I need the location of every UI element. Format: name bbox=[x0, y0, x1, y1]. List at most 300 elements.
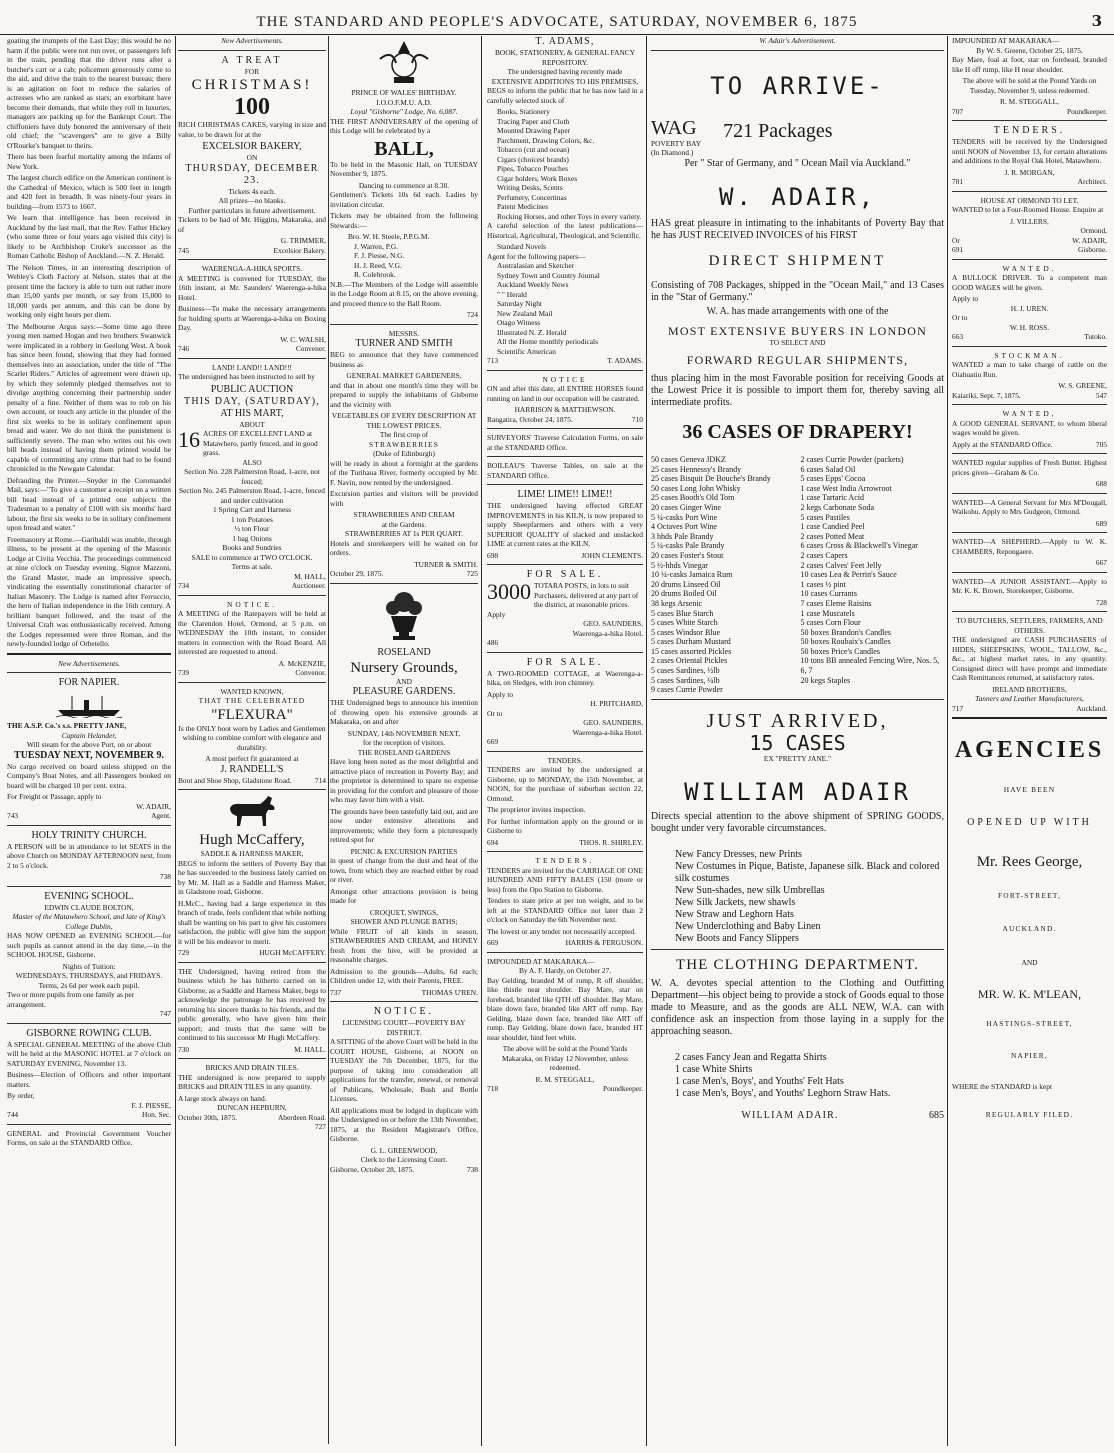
ad-body: TENDERS are invited by the undersigned at Gisborne, up to MONDAY, the 15th November, at NOON, for the purchase of suburban section 22, Ormond. bbox=[487, 765, 643, 803]
article-paragraph: The Nelson Times, in an interesting description of Webley's Cloth Factory at Nelson, states that at the present time the factory is able to turn out rather more than 15,00 yards per month, or say from 15,000 to 18,000 yards per annum, and this can be done by working only eight hours per diem. bbox=[7, 262, 171, 319]
ad-number: 688 bbox=[1095, 479, 1107, 488]
list-item: 25 cases Bisquit De Bouche's Brandy bbox=[651, 474, 771, 484]
ad-body: will be ready in about a fortnight at the gardens of the Turihaua River, formerly occupied by Mr. F. Navin, now rented by the undersigned. bbox=[330, 458, 478, 487]
ad-body: NAPIER, bbox=[1011, 1050, 1048, 1060]
divider bbox=[330, 583, 478, 584]
ad-body: Dancing to commence at 8.30. bbox=[358, 180, 450, 190]
ad-heading: PRINCE OF WALES' BIRTHDAY. bbox=[351, 88, 457, 97]
list-item: 5 ½-hhds Vinegar bbox=[651, 560, 708, 570]
signature: GEO. SAUNDERS, bbox=[583, 718, 643, 727]
ad-number: 685 bbox=[929, 1110, 944, 1122]
ad-number: 737 bbox=[330, 987, 342, 997]
signature: HARRISON & MATTHEWSON. bbox=[514, 405, 616, 414]
ad-body: Admission to the grounds—Adults, 6d each; Children under 12, with their Parents, FREE. bbox=[330, 966, 478, 985]
ad-body: BEGS to inform the settlers of Poverty Bay that he has succeeded to the business lately carried on by Mr. M. Hall as a Saddle and Harness Maker, in Gladstone road, Gisborne. bbox=[178, 858, 326, 896]
list-item: 10 cases Currants bbox=[800, 589, 857, 599]
ad-number: 725 bbox=[466, 569, 478, 578]
ad-body: Tickets may be obtained from the following Stewards:— bbox=[330, 211, 478, 230]
signature: W. ADAIR, bbox=[1072, 235, 1107, 245]
ad-heading: TO ARRIVE- bbox=[710, 71, 885, 100]
section-heading: New Advertisements. bbox=[58, 658, 120, 668]
signature-role: Tanners and Leather Manufacturers, bbox=[975, 694, 1084, 703]
list-item: 5 cases White Starch bbox=[651, 618, 718, 628]
ad-heading: WANTED KNOWN, bbox=[220, 686, 284, 696]
ad-body: WANTED regular supplies of Fresh Butter. Highest prices given—Graham & Co. bbox=[952, 458, 1107, 477]
ad-heading: CHRISTMAS! bbox=[191, 77, 313, 93]
ad-body: Will steam for the above Port, on or about bbox=[26, 740, 152, 749]
ad-body: in quest of change from the dust and heat of the town, from which they are reached either by road or river. bbox=[330, 856, 478, 884]
column-2 bbox=[178, 36, 480, 1444]
ad-body: Section No. 228 Palmerston Road, 1-acre, not fenced; bbox=[184, 467, 320, 486]
signature: HARRIS & FERGUSON. bbox=[565, 938, 643, 947]
list-item: Sydney Town and Country Journal bbox=[497, 270, 600, 280]
divider bbox=[952, 717, 1107, 719]
ad-body: Directs special attention to the above shipment of SPRING GOODS, bought under very favorable circumstances. bbox=[651, 811, 944, 835]
ad-number: 669 bbox=[487, 737, 499, 746]
ad-body: THE undersigned having effected GREAT IMPROVEMENTS in his KILN, is now prepared to supply Sheepfarmers and others with a very SUPERIOR QUALITY of slacked and unslacked LIME at current rates at the KILN. bbox=[487, 501, 643, 548]
list-item: 10 tons BB annealed Fencing Wire, Nos. 5, 6, 7 bbox=[800, 656, 940, 676]
list-item: New Boots and Fancy Slippers bbox=[675, 933, 799, 945]
clothing-list bbox=[651, 1052, 944, 1100]
column-2b bbox=[330, 36, 478, 1444]
ad-number: 705 bbox=[1095, 439, 1107, 449]
list-item: 5 cases Durham Mustard bbox=[651, 637, 731, 647]
list-item: Perfumery, Concertinas bbox=[497, 192, 567, 202]
ad-body: WHERE the STANDARD is kept bbox=[952, 1082, 1052, 1091]
ad-body: THE undersigned are CASH PURCHASERS of HIDES, SHEEPSKINS, WOOL, TALLOW, &c., &c., at highest market rates, in any quantity. Consigned direct will have prompt and immediate Cash Remittances returned, at satisfactory rates. bbox=[952, 635, 1107, 682]
ad-heading: DIRECT SHIPMENT bbox=[708, 252, 887, 269]
divider bbox=[952, 611, 1107, 612]
divider bbox=[7, 672, 171, 673]
column-rule bbox=[175, 36, 176, 1446]
list-item: Writing Desks, Scents bbox=[497, 183, 563, 192]
divider bbox=[7, 653, 171, 655]
ad-body: THE undersigned is now prepared to supply BRICKS and DRAIN TILES in any quantity. bbox=[178, 1072, 326, 1091]
list-item: 7 cases Eleme Raisins bbox=[800, 598, 872, 608]
ad-body: W. A. devotes special attention to the Clothing and Outfitting Department—his object being to provide a stock of Goods equal to those made to Measure, and as the goods are ALL NEW, W.A. can with confidence ask an inspection from those laying in a supply for the approaching season. bbox=[651, 978, 944, 1038]
ad-body: BEGS to inform the public that he has now laid in a carefully selected stock of bbox=[487, 86, 643, 105]
list-item: 15 cases assorted Pickles bbox=[651, 646, 732, 656]
ad-body: 1 ton Potatoes bbox=[231, 514, 273, 524]
list-item: Cigar holders, Work Boxes bbox=[497, 173, 578, 183]
page-number: 3 bbox=[1091, 12, 1102, 30]
ad-number: 710 bbox=[631, 414, 643, 424]
list-item: Illustrated N. Z. Herald bbox=[497, 327, 567, 337]
ad-date: Rangatira, October 24, 1875. bbox=[487, 414, 573, 424]
divider bbox=[651, 949, 944, 950]
signature: T. ADAMS. bbox=[607, 356, 643, 365]
ad-subheading: THIS DAY, (SATURDAY), bbox=[184, 395, 320, 407]
ad-body: Standard Novels bbox=[497, 242, 547, 251]
ad-number: 717 bbox=[952, 703, 964, 713]
ad-body: Nights of Tuition: bbox=[62, 961, 116, 971]
list-item: New Straw and Leghorn Hats bbox=[675, 909, 794, 921]
ad-body: Waerenga-a-hika Hotel. bbox=[572, 727, 643, 737]
ad-body: Books and Sundries bbox=[222, 543, 282, 552]
ad-subheading: VEGETABLES OF EVERY DESCRIPTION AT THE LOWEST PRICES. bbox=[331, 411, 477, 430]
ad-heading: THE CLOTHING DEPARTMENT. bbox=[675, 957, 920, 974]
ad-body: and that in about one month's time they will be prepared to supply the inhabitants of Gisborne and the vicinity with bbox=[330, 380, 478, 409]
ad-number: 663 bbox=[952, 332, 964, 341]
ad-number: 547 bbox=[1095, 390, 1107, 400]
list-item: 2 cases Oriental Pickles bbox=[651, 656, 728, 666]
goods-list-left bbox=[651, 455, 795, 695]
ad-body: Excursion parties and visitors will be provided with bbox=[330, 489, 478, 508]
ad-date: October 29, 1875. bbox=[330, 569, 384, 578]
ad-body: TENDERS will be received by the Undersigned until NOON of November 13, for certain alterations and additions to the Royal Oak Hotel, Matawhero. bbox=[952, 137, 1107, 165]
ad-body: AND bbox=[1021, 957, 1038, 967]
column-5 bbox=[949, 36, 1110, 1444]
ad-body: Apply to bbox=[952, 294, 979, 303]
flower-urn-icon bbox=[379, 588, 429, 644]
ad-body: HAS great pleasure in intimating to the inhabitants of Poverty Bay that he has JUST RECEIVED INVOICES of his FIRST bbox=[651, 217, 944, 241]
list-item: Tracing Paper and Cloth bbox=[497, 116, 570, 126]
signature: W. C. WALSH, bbox=[280, 334, 326, 344]
ad-number: 747 bbox=[159, 1009, 171, 1018]
ad-heading: MR. W. K. M'LEAN, bbox=[977, 987, 1082, 1001]
signature: JOHN CLEMENTS. bbox=[581, 550, 643, 560]
ad-body: HAVE BEEN bbox=[1003, 785, 1056, 794]
signature: J. R. MORGAN, bbox=[1004, 167, 1055, 177]
ad-body: AUCKLAND. bbox=[1002, 924, 1057, 933]
steward-name: R. Colebrook. bbox=[354, 270, 396, 279]
ad-subheading: SUNDAY, 14th NOVEMBER NEXT, bbox=[347, 728, 461, 738]
captain-name: Captain Helander, bbox=[61, 730, 117, 740]
ad-number: 734 bbox=[178, 581, 190, 590]
section-heading: New Advertisements. bbox=[221, 36, 283, 45]
list-item: 1 case Men's, Boys', and Youths' Leghorn Straw Hats. bbox=[675, 1088, 891, 1100]
ad-subheading: PICNIC & EXCURSION PARTIES bbox=[350, 846, 458, 856]
list-item: 1 case West India Arrowroot bbox=[800, 483, 892, 493]
spring-goods-list bbox=[651, 849, 944, 945]
ad-body: Gentlemen's Tickets 10s 6d each. Ladies by invitation circular. bbox=[330, 190, 478, 209]
ad-body: THE Undersigned, having retired from the business which he has hitherto carried on in Gisborne, as a Saddle and Harness Maker, begs to acknowledge the patronage he has received by returning his sincere thanks to his friends, and the public generally, who have given him their support; and trusts that the same will be continued to his successor Mr Hugh McCaffery. bbox=[178, 966, 326, 1042]
shipping-mark: WAG bbox=[651, 116, 697, 139]
ad-heading: EVENING SCHOOL. bbox=[44, 890, 134, 902]
list-item: 50 cases Geneva JDKZ bbox=[651, 455, 726, 464]
steward-name: Bro. W. H. Steele, P.P.G.M. bbox=[348, 232, 430, 241]
signature: J. VILLERS, bbox=[1010, 216, 1049, 226]
signature: H. PRITCHARD, bbox=[590, 699, 643, 708]
ad-body: WANTED—A JUNIOR ASSISTANT.—Apply to Mr. K. K. Brown, Storekeeper, Gisborne. bbox=[952, 576, 1107, 595]
list-item: 2 cases Fancy Jean and Regatta Shirts bbox=[675, 1052, 827, 1064]
list-item: 20 drums Boiled Oil bbox=[651, 589, 717, 599]
ad-number: 689 bbox=[1095, 518, 1107, 528]
ad-body: WANTED a man to take charge of cattle on the Oiahuatiu Run. bbox=[952, 360, 1107, 379]
ad-body: SURVEYORS' Traverse Calculation Forms, on sale at the STANDARD Office. bbox=[487, 433, 643, 452]
ad-subheading: I.O.O.F.M.U. A.D. bbox=[376, 97, 432, 107]
ad-body: The first crop of bbox=[379, 430, 429, 439]
ad-body: REGULARLY FILED. bbox=[985, 1109, 1074, 1119]
ad-body: ALSO bbox=[242, 457, 262, 467]
list-item: Mounted Drawing Paper bbox=[497, 126, 571, 135]
divider bbox=[651, 50, 944, 51]
ad-number: 738 bbox=[159, 872, 171, 881]
divider bbox=[952, 120, 1107, 121]
ad-number: 743 bbox=[7, 811, 19, 820]
ad-body: THE A.S.P. Co.'s s.s. PRETTY JANE, bbox=[7, 721, 127, 730]
ad-body: Or bbox=[952, 235, 960, 245]
article-paragraph: The Melbourne Argus says:—Some time ago three young men named Hogan and two brothers Swanwick were implicated in a robbery in Geelong West. A book has since been found, showing that they had formed themselves into an association, under the title of "The Scarlet Riders." Articles of agreement were drawn up, by which they solemnly pledged themselves not to divulge anything concerning their partnership under penalty of a fine. Neither of them was to rob on his own account, or touch any article in the plunder of the first six weeks to be in solitary confinement upon bread and water. We do not think the punishment is sufficiently severe. The man who writes out his own bill heads instead of having them printed would be capable of committing any crime that had to be found chronicled in the Newgate Calendar. bbox=[7, 321, 171, 473]
goods-list-right bbox=[801, 455, 945, 685]
ad-body: Amongst other attractions provision is being made for bbox=[330, 886, 478, 905]
ad-subheading: LICENSING COURT—POVERTY BAY DISTRICT. bbox=[342, 1018, 466, 1037]
list-item: 10 ¼-casks Jamaica Rum bbox=[651, 570, 733, 580]
ad-body: A BULLOCK DRIVER. To a competent man GOOD WAGES will be given. bbox=[952, 273, 1107, 292]
ad-subheading: THURSDAY, DECEMBER 23. bbox=[185, 162, 319, 186]
ad-body: Business—To make the necessary arrangements for holding sports at Waerenga-a-hika on Boxing Day. bbox=[178, 304, 326, 332]
ad-body: Master of the Matawhero School, and late of King's College Dublin, bbox=[12, 912, 166, 931]
ad-body: THE FIRST ANNIVERSARY of the opening of this Lodge will be celebrated by a bbox=[330, 116, 478, 135]
ad-heading: 721 Packages bbox=[723, 119, 833, 142]
ad-body: HASTINGS-STREET, bbox=[986, 1019, 1073, 1028]
ad-body: A TWO-ROOMED COTTAGE, at Waerenga-a-hika, on Sledges, with iron chimney. bbox=[487, 668, 643, 687]
signature-role: Poundkeeper. bbox=[1066, 106, 1107, 116]
ad-subheading: J. RANDELL'S bbox=[220, 763, 284, 775]
ad-body: Consisting of 708 Packages, shipped in the "Ocean Mail," and 13 Cases in the "Star of Germany." bbox=[651, 279, 944, 303]
ad-subheading: AT HIS MART, bbox=[220, 407, 284, 419]
ad-body: All applications must be lodged in duplicate with the Undersigned on or before the 13th November, 1875, at the Resident Magistrate's Office, Gisborne. bbox=[330, 1105, 478, 1143]
ad-subheading: EDWIN CLAUDE BOLTON, bbox=[44, 902, 134, 912]
ad-heading: TENDERS. bbox=[547, 755, 583, 765]
list-item: 1 case Muscatels bbox=[800, 608, 855, 618]
section-heading: W. Adair's Advertisement. bbox=[759, 36, 836, 45]
ad-body: Have long been noted as the most delightful and attractive place of recreation in Poverty Bay; and the proprietor is determined to spare no expense in providing for the comfort and pleasure of those who may favor him with a visit. bbox=[330, 757, 478, 804]
signature: R. M. STEGGALL, bbox=[1000, 97, 1059, 106]
ad-heading: W. ADAIR, bbox=[718, 182, 877, 211]
divider bbox=[487, 456, 643, 457]
divider bbox=[487, 851, 643, 852]
ad-subheading: EXCELSIOR BAKERY, bbox=[202, 141, 302, 152]
ad-body: By order, bbox=[7, 1091, 35, 1100]
ad-number: 739 bbox=[178, 668, 190, 677]
signature: F. J. PIESSE, bbox=[131, 1100, 171, 1110]
ad-body: ABOUT bbox=[239, 419, 265, 429]
ad-heading: Mr. Rees George, bbox=[976, 853, 1083, 870]
ad-number: 738 bbox=[466, 1164, 478, 1174]
ad-number: 698 bbox=[487, 550, 499, 560]
ad-number: 707 bbox=[952, 106, 964, 116]
list-item: 2 cases Potted Meat bbox=[800, 531, 865, 541]
divider bbox=[178, 1058, 326, 1059]
ad-heading: TENDERS. bbox=[993, 125, 1066, 136]
ad-heading: Hugh McCaffery, bbox=[199, 832, 305, 848]
ad-number: 724 bbox=[466, 310, 478, 319]
ad-body: FORT-STREET, bbox=[997, 890, 1062, 900]
posts-number: 3000 bbox=[487, 579, 531, 604]
ad-subheading: SHOWER AND PLUNGE BATHS; bbox=[350, 917, 458, 926]
ad-number: 781 bbox=[952, 177, 964, 186]
divider bbox=[487, 751, 643, 752]
ad-body: for the reception of visitors. bbox=[362, 738, 446, 747]
ad-body: Terms at sale. bbox=[231, 562, 273, 571]
ad-subheading: THE ROSELAND GARDENS bbox=[357, 747, 451, 757]
divider bbox=[952, 259, 1107, 260]
ad-body: (In Diamond.) bbox=[651, 148, 694, 157]
ad-body: POVERTY BAY bbox=[651, 138, 702, 148]
ad-body: thus placing him in the most Favorable position for receiving Goods at the Lowest Price it is possible to import them for, thereby saving all intermediate profits. bbox=[651, 373, 944, 408]
signature: THOMAS U'REN. bbox=[421, 987, 478, 997]
list-item: 50 boxes Roubaix's Candles bbox=[800, 637, 891, 647]
ad-body: For further information apply on the ground or in Gisborne to bbox=[487, 816, 643, 835]
ad-heading: BALL, bbox=[374, 137, 434, 160]
divider bbox=[330, 1001, 478, 1002]
article-paragraph: Freemasonry at Rome.—Garibaldi was unable, through illness, to be present at the opening of the Masonic Lodge at Civita Vecchia. The proceedings commenced at nine o'clock on Tuesday evening. Signor Mazzoni, the Grand Master, made an impressive speech, vindicating the essentially constitutional character of Italian Masonry. The Lodge is named after Ferruccio, the hero of Italian independence in the 16th century. A brilliant banquet followed, and the toast of the Universal Craft was enthusiastically received. Among the Lodges represented were three Roman, and the newly-founded lodge of Orbetello. bbox=[7, 534, 171, 648]
ad-heading: FOR bbox=[244, 66, 260, 76]
ad-body: AND bbox=[395, 676, 412, 686]
list-item: New Silk Jackets, new shawls bbox=[675, 897, 796, 909]
signature: W. ADAIR, bbox=[136, 801, 171, 811]
ad-heading: MESSRS. bbox=[388, 328, 420, 338]
ad-subheading: GENERAL MARKET GARDENERS, bbox=[346, 371, 462, 380]
divider bbox=[178, 682, 326, 683]
ad-body: Apply at the STANDARD Office. bbox=[952, 439, 1053, 449]
article-paragraph: There has been fearful mortality among the infants of New York. bbox=[7, 152, 171, 171]
ad-body: By A. F. Hardy, on October 27. bbox=[518, 966, 612, 975]
list-item: 5 cases Sardines, ¼lb bbox=[651, 675, 720, 685]
divider bbox=[487, 484, 643, 485]
ad-subheading: STRAWBERRIES AT 1s PER QUART. bbox=[345, 529, 463, 538]
ad-body: To be held in the Masonic Hall, on TUESDAY November 9, 1875. bbox=[330, 159, 478, 178]
ad-number: 727 bbox=[314, 1122, 326, 1131]
ad-subheading: EX "PRETTY JANE." bbox=[763, 753, 832, 763]
divider bbox=[952, 346, 1107, 347]
ad-body: Tickets 4s each. bbox=[228, 186, 276, 196]
ad-subheading: FORWARD REGULAR SHIPMENTS, bbox=[686, 353, 909, 367]
ad-body: A SPECIAL GENERAL MEETING of the above Club will be held at the MASONIC HOTEL at 7 o'clock on SATURDAY EVENING, November 13. bbox=[7, 1039, 171, 1068]
signature-role: Convenor. bbox=[295, 668, 326, 677]
ad-body: A MEETING is convened for TUESDAY, the 16th instant, at Mr. Saunders' Waerenga-a-hika Hotel. bbox=[178, 273, 326, 302]
list-item: 9 cases Currie Powder bbox=[651, 685, 723, 695]
ad-body: Boot and Shoe Shop, Gladstone Road. bbox=[178, 775, 292, 785]
list-item: 25 cases Hennessy's Brandy bbox=[651, 464, 742, 474]
ad-body: For Freight or Passage, apply to bbox=[7, 792, 102, 801]
ad-body: The lowest or any tender not necessarily accepted. bbox=[487, 926, 636, 936]
ad-subheading: MOST EXTENSIVE BUYERS IN LONDON bbox=[668, 323, 927, 338]
list-item: 5 cases Sardines, ½lb bbox=[651, 666, 720, 676]
steward-name: H. J. Reed, V.G. bbox=[354, 260, 402, 270]
article-paragraph: We learn that intelligence has been received in Auckland by the last mail, that the Rev. Father Hickey (who some three or four years ago visited this city) is likely to be Archbishop Croke's successor as the Roman Catholic Bishop of Auckland.—N. Z. Herald. bbox=[7, 213, 171, 260]
steamship-icon bbox=[54, 692, 124, 718]
ad-body: Or to bbox=[487, 708, 503, 718]
ad-heading: WAERENGA-A-HIKA SPORTS. bbox=[201, 264, 303, 273]
ad-number: 729 bbox=[178, 948, 190, 957]
ad-date: Kaiariki, Sept. 7, 1875. bbox=[952, 390, 1021, 400]
signature-role: Hon. Sec. bbox=[142, 1110, 171, 1119]
ad-number: 728 bbox=[1095, 597, 1107, 607]
ad-body: The above will be sold at the Pound Yards on Tuesday, November 9, unless redeemed. bbox=[962, 76, 1097, 95]
acres-number: 16 bbox=[178, 427, 200, 452]
ad-heading: NOTICE. bbox=[227, 599, 277, 609]
ad-body: A most perfect fit guaranteed at bbox=[205, 754, 299, 763]
list-item: 5 cases Epps' Cocoa bbox=[800, 474, 866, 484]
ad-body: Tutoko. bbox=[1084, 332, 1107, 341]
list-item: 6 cases Salad Oil bbox=[800, 464, 856, 474]
signature: M. HALL, bbox=[294, 571, 326, 581]
column-2a bbox=[178, 36, 326, 1444]
ad-subheading: Loyal "Gisborne" Lodge, No. 6,087. bbox=[350, 107, 458, 116]
list-item: 6 cases Cross & Blackwell's Vinegar bbox=[800, 541, 918, 551]
ad-body: Terms, 2s 6d per week each pupil. bbox=[38, 980, 140, 990]
ad-subheading: PUBLIC AUCTION bbox=[210, 383, 294, 395]
column-rule bbox=[481, 36, 482, 1446]
ad-heading: Nursery Grounds, bbox=[350, 659, 458, 676]
steward-name: J. Warren, P.G. bbox=[354, 241, 399, 251]
list-item: Scientific American bbox=[497, 346, 556, 356]
ad-heading: LIME! LIME!! LIME!! bbox=[517, 489, 613, 500]
ad-heading: T. ADAMS, bbox=[535, 36, 595, 47]
signature: IRELAND BROTHERS, bbox=[992, 684, 1067, 694]
signature: TURNER & SMITH. bbox=[414, 559, 478, 569]
list-item: 38 kegs Arsenic bbox=[651, 598, 703, 608]
list-item: Auckland Weekly News bbox=[497, 280, 569, 289]
ad-body: Gisborne. bbox=[1078, 245, 1107, 254]
ad-body: H.McC., having had a large experience in this branch of trade, feels confident that while nothing shall be wanting on his part to give his customers satisfaction, the public will give him the support it will be his endeavor to merit. bbox=[178, 898, 326, 946]
ad-subheading: BOOK, STATIONERY, & GENERAL FANCY REPOSITORY. bbox=[494, 48, 636, 67]
list-item: 1 case Men's, Boys', and Youths' Felt Hats bbox=[675, 1076, 844, 1088]
signature: THOS. R. SHIRLEY. bbox=[579, 837, 643, 847]
ad-body: Agent for the following papers— bbox=[487, 251, 586, 261]
ad-body: All prizes—no blanks. bbox=[218, 196, 286, 205]
divider bbox=[178, 259, 326, 260]
signature: WILLIAM ADAIR. bbox=[741, 1110, 839, 1122]
ad-heading: IMPOUNDED AT MAKARAKA— bbox=[487, 956, 595, 966]
divider bbox=[952, 532, 1107, 533]
ad-body: (Duke of Edinburgh) bbox=[373, 449, 435, 458]
odd-fellows-emblem-icon bbox=[374, 39, 434, 85]
divider bbox=[952, 404, 1107, 405]
papers-list bbox=[487, 261, 643, 356]
ad-body: Bay Gelding, branded M of rump, R off shoulder, like thistle near shoulder. Bay Mare, star on forehead, branded like QTH off shoulder. Bay Mare, blaze down face, branded like ART off rump. Bay Gelding, blaze down face, branded like ART off rump. Bay Gelding, blaze down face, branded HT near shoulder, hind feet white. bbox=[487, 975, 643, 1042]
list-item: 1 case Tartaric Acid bbox=[800, 493, 864, 503]
list-item: 5 cases Blue Starch bbox=[651, 608, 714, 618]
ad-subheading: STRAWBERRIES bbox=[368, 439, 440, 449]
column-4 bbox=[648, 36, 947, 1444]
signature: R. M. STEGGALL, bbox=[535, 1074, 595, 1084]
ad-number: 714 bbox=[314, 775, 326, 785]
signature: A. McKENZIE, bbox=[278, 658, 326, 668]
ad-date: October 30th, 1875. bbox=[178, 1112, 238, 1122]
ad-body: at the Gardens. bbox=[381, 519, 427, 529]
list-item: 1 case White Shirts bbox=[675, 1064, 753, 1076]
signature-role: Convener. bbox=[295, 344, 326, 353]
list-item: Patent Medicines bbox=[497, 202, 549, 211]
ad-body: ACRES OF EXCELLENT LAND at Matawhero, partly fenced, and in good grass. bbox=[203, 429, 318, 457]
signature: W. S. GREENE, bbox=[1058, 381, 1107, 390]
horse-icon bbox=[222, 794, 282, 828]
ad-body: Further particulars in future advertisement. bbox=[188, 205, 316, 215]
ad-body: Tenders to state price at per ton weight, and to be left at the STANDARD Office not later than 2 o'clock on Saturday the 6th November next. bbox=[487, 896, 643, 924]
ad-body: WANTED—A General Servant for Mrs M'Dougall, Waikohu. Apply to Mrs Gudgeon, Ormond. bbox=[952, 497, 1107, 516]
list-item: 5 cases Pastiles bbox=[800, 512, 850, 522]
ad-body: Or to bbox=[952, 313, 968, 322]
list-item: 2 cases Capers bbox=[800, 550, 848, 560]
ad-number: 730 bbox=[178, 1044, 190, 1054]
divider bbox=[952, 453, 1107, 454]
ad-heading: FOR NAPIER. bbox=[58, 677, 120, 688]
list-item: New Costumes in Pique, Batiste, Japanese silk. Black and colored silk costumes bbox=[675, 861, 940, 885]
list-item: Books, Stationery bbox=[497, 107, 550, 116]
article-paragraph: Defrauding the Printer.—Snyder in the Coromandel Mail, says:—"To give a customer a receipt on a written bill head instead of a printed one subjects the Tradesman to a penalty of £100 with six months' hard labour, the first six weeks to be in solitary confinement upon bread and water." bbox=[7, 475, 171, 532]
divider bbox=[7, 1023, 171, 1024]
signature-role: Excelsior Bakery. bbox=[273, 245, 326, 255]
ad-number: 744 bbox=[7, 1110, 19, 1119]
ad-number: 669 bbox=[487, 938, 499, 947]
ad-body: Apply bbox=[487, 609, 506, 619]
divider bbox=[487, 952, 643, 953]
ad-heading: GISBORNE ROWING CLUB. bbox=[26, 1027, 152, 1039]
list-item: 50 boxes Brandon's Candles bbox=[800, 627, 892, 637]
